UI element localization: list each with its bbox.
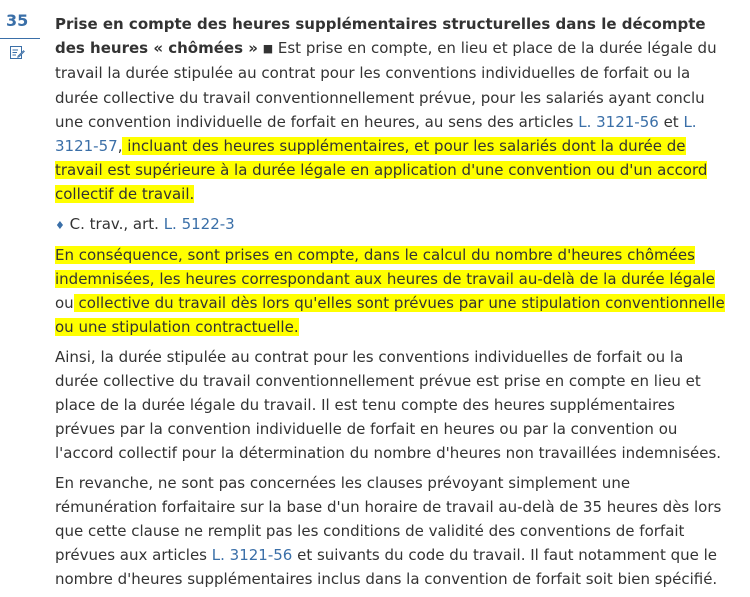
article-link-l3121-56-b[interactable]: L. 3121-56 [211, 546, 293, 565]
article-link-l3121-57[interactable]: L. 3121-57 [55, 112, 697, 156]
paragraph-4 [55, 471, 725, 592]
paragraph-1 [55, 12, 725, 207]
paragraph-number: 35 [6, 11, 29, 30]
article-link-l5122-3[interactable]: L. 5122-3 [163, 214, 235, 233]
p1-text-2: et [658, 112, 684, 131]
p2-plain: ou [55, 294, 74, 313]
p1-highlight: incluant des heures supplémentaires, et pour les salariés dont la durée de travail est supérieure à la durée légale en application d'une convention ou d'un accord collectif de travail. [55, 137, 708, 204]
paragraph-margin [0, 10, 40, 32]
p4-text-1: En revanche, ne sont pas concernées les clauses prévoyant simplement une rémunération forfaitaire sur la base d'un horaire de travail au-delà de 35 heures dès lors que cette clause ne remplit pas les conditions de validité des conventions de forfait prévues aux articles [55, 473, 722, 565]
p4-text-2: et suivants du code du travail. Il faut notamment que le nombre d'heures supplémentaires inclus dans la convention de forfait soit bien spécifié. [55, 546, 718, 589]
number-underline [0, 38, 40, 39]
edit-note-icon[interactable] [9, 44, 25, 60]
article-link-l3121-56[interactable]: L. 3121-56 [578, 112, 659, 131]
code-reference [55, 212, 725, 238]
p1-text-1: Est prise en compte, en lieu et place de la durée légale du travail la durée stipulée au contrat pour les conventions individuelles de forfait ou la durée collective du travail conventionnellement prévue, pour les salariés ayant conclu une convention individuelle de forfait en heures, au sens des articles [55, 39, 717, 131]
code-ref-prefix: C. trav., art. [64, 214, 164, 233]
p2-highlight: En conséquence, sont prises en compte, dans le calcul du nombre d'heures chômées indemnisées, les heures correspondant aux heures de travail au-delà de la durée légale [55, 245, 715, 289]
paragraph-title: Prise en compte des heures supplémentaires structurelles dans le décompte des heures « chômées » [55, 15, 706, 58]
p1-text-3: , [117, 137, 123, 156]
p2-highlight-2: collective du travail dès lors qu'elles sont prévues par une stipulation conventionnelle ou une stipulation contractuelle. [55, 294, 725, 337]
paragraph-3: Ainsi, la durée stipulée au contrat pour les conventions individuelles de forfait ou la durée collective du travail conventionnellement prévue est prise en compte en lieu et place de la durée légale du travail. Il est tenu compte des heures supplémentaires prévues par la convention individuelle de forfait en heures ou par la convention ou l'accord collectif pour la détermination du nombre d'heures non travaillées indemnisées. [55, 347, 722, 463]
paragraph-2 [55, 243, 725, 340]
diamond-bullet-icon: ♦ [55, 218, 65, 232]
title-end-mark: ■ [262, 42, 274, 56]
paragraph-content [55, 12, 725, 597]
